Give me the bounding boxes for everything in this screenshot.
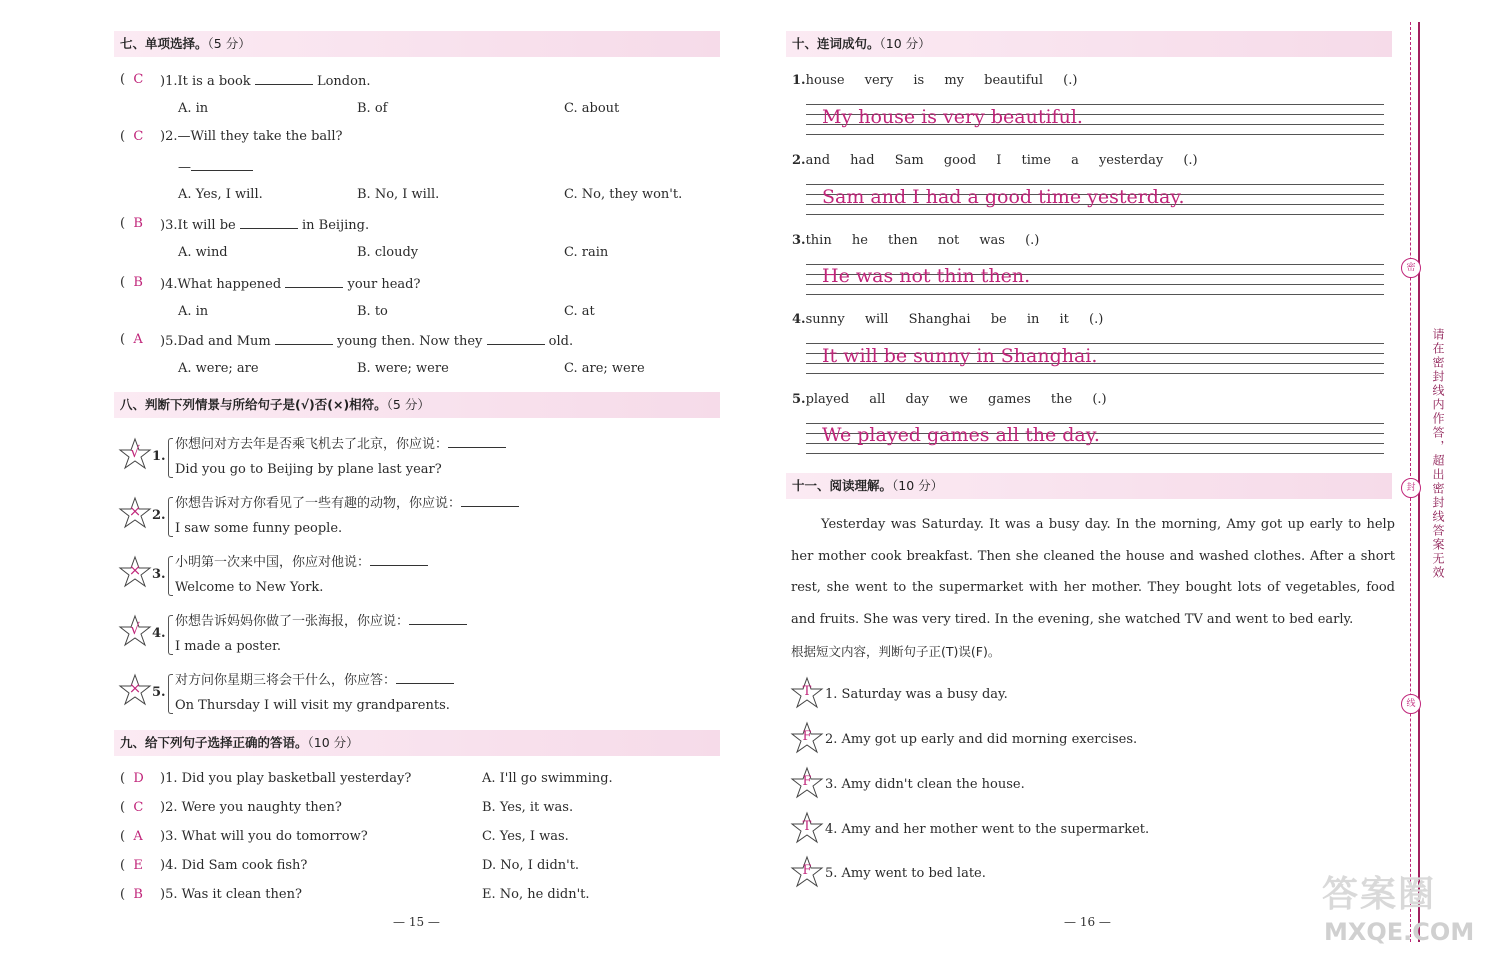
section-11-title: 十一、阅读理解。	[792, 478, 893, 493]
star-icon	[790, 855, 824, 889]
page-number-right: — 16 —	[1064, 915, 1111, 929]
answer-bracket: ( B	[120, 887, 143, 902]
question-number: 2.	[792, 153, 806, 168]
question-number: 3.	[792, 233, 806, 248]
answer-blank	[396, 671, 454, 684]
answer-blank	[448, 435, 506, 448]
answer-blank	[461, 494, 519, 507]
reading-instruction: 根据短文内容，判断句子正(T)误(F)。	[791, 644, 1001, 659]
statement-text: 4. Amy and her mother went to the supermarket.	[825, 822, 1150, 837]
brace	[168, 497, 173, 537]
question-stem: It is a book	[177, 74, 251, 89]
answer-bracket: ( C	[120, 800, 144, 815]
written-answer: We played games all the day.	[822, 424, 1100, 446]
judge-mark: ×	[128, 561, 142, 579]
star-icon	[790, 676, 824, 710]
scenario-zh: 小明第一次来中国，你应对他说：	[175, 555, 371, 570]
question-text: )2. Were you naughty then?	[160, 800, 342, 815]
answer-letter: A	[133, 332, 143, 347]
question-text: )3. What will you do tomorrow?	[160, 829, 368, 844]
section-8-header	[114, 392, 720, 418]
answer-letter: C	[133, 129, 144, 144]
question-text: )4. Did Sam cook fish?	[160, 858, 308, 873]
star-icon	[118, 673, 152, 707]
option-b: B. were; were	[357, 361, 449, 376]
word-list	[792, 73, 1077, 88]
sentence-en: I saw some funny people.	[175, 521, 343, 536]
question-text	[160, 216, 369, 233]
section-9-header	[114, 730, 720, 756]
star-icon	[118, 614, 152, 648]
section-8-title: 八、判断下列情景与所给句子是(√)否(×)相符。	[120, 397, 387, 412]
brace	[168, 556, 173, 596]
section-9-points: （10 分）	[307, 735, 359, 750]
answer-letter: B	[133, 216, 143, 231]
section-9-title: 九、给下列句子选择正确的答语。	[120, 735, 308, 750]
question-number: )4.	[160, 277, 178, 292]
answer-letter: B	[133, 275, 143, 290]
option-b: B. to	[357, 304, 388, 319]
option-c: C. rain	[564, 245, 609, 260]
word-list	[792, 392, 1107, 407]
seal-char-3: 线	[1401, 694, 1421, 714]
answer-bracket: ( C	[120, 72, 144, 87]
answer-blank	[240, 216, 298, 229]
answer-bracket: ( B	[120, 216, 143, 231]
section-11-points: （10 分）	[892, 478, 944, 493]
option-c: C. about	[564, 101, 620, 116]
scenario-zh: 对方问你星期三将会干什么，你应答：	[175, 673, 397, 688]
choice-option: C. Yes, I was.	[482, 829, 569, 844]
written-answer: He was not thin then.	[822, 265, 1031, 287]
judge-mark: F	[802, 863, 812, 878]
star-icon	[118, 437, 152, 471]
answer-blank	[409, 612, 467, 625]
judge-mark: T	[802, 684, 812, 699]
question-number: 4.	[792, 312, 806, 327]
question-number: )1.	[160, 74, 178, 89]
option-a: A. Yes, I will.	[178, 187, 263, 202]
star-icon	[790, 721, 824, 755]
sentence-en: I made a poster.	[175, 639, 282, 654]
question-stem: —Will they take the ball?	[177, 129, 343, 144]
section-10-header	[786, 31, 1392, 57]
judge-mark: F	[802, 774, 812, 789]
option-b: B. cloudy	[357, 245, 419, 260]
choice-option: B. Yes, it was.	[482, 800, 574, 815]
option-a: A. wind	[178, 245, 228, 260]
judge-mark: T	[802, 819, 812, 834]
question-number: )2.	[160, 129, 178, 144]
question-stem: Dad and Mum	[177, 334, 271, 349]
answer-blank	[255, 72, 313, 85]
question-stem: What happened	[177, 277, 282, 292]
answer-blank	[275, 332, 333, 345]
written-answer: It will be sunny in Shanghai.	[822, 345, 1098, 367]
choice-option: A. I'll go swimming.	[482, 771, 613, 786]
written-answer: Sam and I had a good time yesterday.	[822, 186, 1185, 208]
scrambled-words: and had Sam good I time a yesterday (.)	[805, 153, 1198, 168]
question-text: )5. Was it clean then?	[160, 887, 302, 902]
option-c: C. No, they won't.	[564, 187, 683, 202]
seal-char-2: 封	[1401, 478, 1421, 498]
option-c: C. at	[564, 304, 595, 319]
section-10-title: 十、连词成句。	[792, 36, 880, 51]
judge-mark: ×	[128, 502, 142, 520]
word-list	[792, 233, 1039, 248]
scenario-text	[175, 669, 454, 688]
answer-bracket: ( A	[120, 829, 143, 844]
answer-blank	[487, 332, 545, 345]
reply-dash: —	[178, 160, 191, 175]
question-number: )3.	[160, 218, 178, 233]
word-list	[792, 153, 1198, 168]
item-number: 3.	[152, 567, 166, 582]
scenario-zh: 你想问对方去年是否乘飞机去了北京，你应说：	[175, 437, 449, 452]
watermark-logo: 答案圈	[1322, 874, 1437, 915]
section-7-header	[114, 31, 720, 57]
star-icon	[790, 766, 824, 800]
choice-option: D. No, I didn't.	[482, 858, 580, 873]
scrambled-words: played all day we games the (.)	[805, 392, 1107, 407]
scenario-text	[175, 610, 467, 629]
seal-char-1: 密	[1401, 258, 1421, 278]
question-text	[160, 275, 420, 292]
section-7-points: （5 分）	[207, 36, 251, 51]
judge-mark: √	[130, 620, 140, 638]
scenario-text	[175, 433, 506, 452]
section-10-points: （10 分）	[879, 36, 931, 51]
statement-text: 3. Amy didn't clean the house.	[825, 777, 1025, 792]
seal-notice: 请在密封线内作答，超出密封线答案无效	[1431, 328, 1445, 580]
judge-mark: ×	[128, 679, 142, 697]
option-a: A. were; are	[178, 361, 259, 376]
answer-blank	[191, 158, 253, 171]
sentence-en: Did you go to Beijing by plane last year?	[175, 462, 442, 477]
answer-letter: C	[133, 72, 144, 87]
question-number: 1.	[792, 73, 806, 88]
answer-blank	[285, 275, 343, 288]
question-number: )5.	[160, 334, 178, 349]
option-a: A. in	[178, 101, 209, 116]
question-stem-end: in Beijing.	[302, 218, 370, 233]
question-stem-end: your head?	[347, 277, 421, 292]
question-text	[160, 129, 342, 144]
section-8-points: （5 分）	[386, 397, 430, 412]
statement-text: 2. Amy got up early and did morning exercises.	[825, 732, 1138, 747]
scrambled-words: sunny will Shanghai be in it (.)	[805, 312, 1104, 327]
option-c: C. are; were	[564, 361, 645, 376]
judge-mark: √	[130, 443, 140, 461]
answer-letter: C	[133, 800, 144, 815]
section-7-title: 七、单项选择。	[120, 36, 208, 51]
reply-line	[178, 158, 253, 175]
written-answer: My house is very beautiful.	[822, 106, 1083, 128]
item-number: 2.	[152, 508, 166, 523]
scrambled-words: house very is my beautiful (.)	[805, 73, 1078, 88]
question-text: )1. Did you play basketball yesterday?	[160, 771, 412, 786]
watermark-url: MXQE.COM	[1324, 918, 1475, 946]
scenario-zh: 你想告诉妈妈你做了一张海报，你应说：	[175, 614, 410, 629]
star-icon	[790, 811, 824, 845]
scenario-zh: 你想告诉对方你看见了一些有趣的动物，你应说：	[175, 496, 462, 511]
answer-blank	[370, 553, 428, 566]
option-a: A. in	[178, 304, 209, 319]
question-text	[160, 332, 573, 349]
item-number: 1.	[152, 449, 166, 464]
option-b: B. No, I will.	[357, 187, 440, 202]
scenario-text	[175, 492, 519, 511]
brace	[168, 438, 173, 478]
statement-text: 5. Amy went to bed late.	[825, 866, 986, 881]
judge-mark: F	[802, 729, 812, 744]
choice-option: E. No, he didn't.	[482, 887, 590, 902]
reading-passage: Yesterday was Saturday. It was a busy day. In the morning, Amy got up early to help her mother cook breakfast. Then she cleaned the house and washed clothes. After a short rest, she went to the supermarket with her mother. They bought lots of vegetables, food and fruits. She was very tired. In the evening, she watched TV and went to bed early.	[791, 517, 1395, 627]
star-icon	[118, 496, 152, 530]
brace	[168, 615, 173, 655]
question-stem: It will be	[177, 218, 236, 233]
answer-letter: A	[133, 829, 143, 844]
answer-bracket: ( E	[120, 858, 143, 873]
question-stem-mid: young then. Now they	[336, 334, 483, 349]
star-icon	[118, 555, 152, 589]
answer-letter: D	[133, 771, 144, 786]
answer-letter: B	[133, 887, 143, 902]
sentence-en: Welcome to New York.	[175, 580, 324, 595]
scenario-text	[175, 551, 428, 570]
answer-bracket: ( B	[120, 275, 143, 290]
statement-text: 1. Saturday was a busy day.	[825, 687, 1008, 702]
answer-bracket: ( A	[120, 332, 143, 347]
page-number-left: — 15 —	[393, 915, 440, 929]
answer-bracket: ( D	[120, 771, 144, 786]
question-number: 5.	[792, 392, 806, 407]
section-11-header	[786, 473, 1392, 499]
scrambled-words: thin he then not was (.)	[805, 233, 1040, 248]
answer-letter: E	[133, 858, 143, 873]
sentence-en: On Thursday I will visit my grandparents.	[175, 698, 450, 713]
brace	[168, 674, 173, 714]
word-list	[792, 312, 1103, 327]
option-b: B. of	[357, 101, 388, 116]
item-number: 5.	[152, 685, 166, 700]
question-stem-end: London.	[316, 74, 371, 89]
question-stem-end: old.	[548, 334, 574, 349]
answer-bracket: ( C	[120, 129, 144, 144]
item-number: 4.	[152, 626, 166, 641]
question-text	[160, 72, 370, 89]
